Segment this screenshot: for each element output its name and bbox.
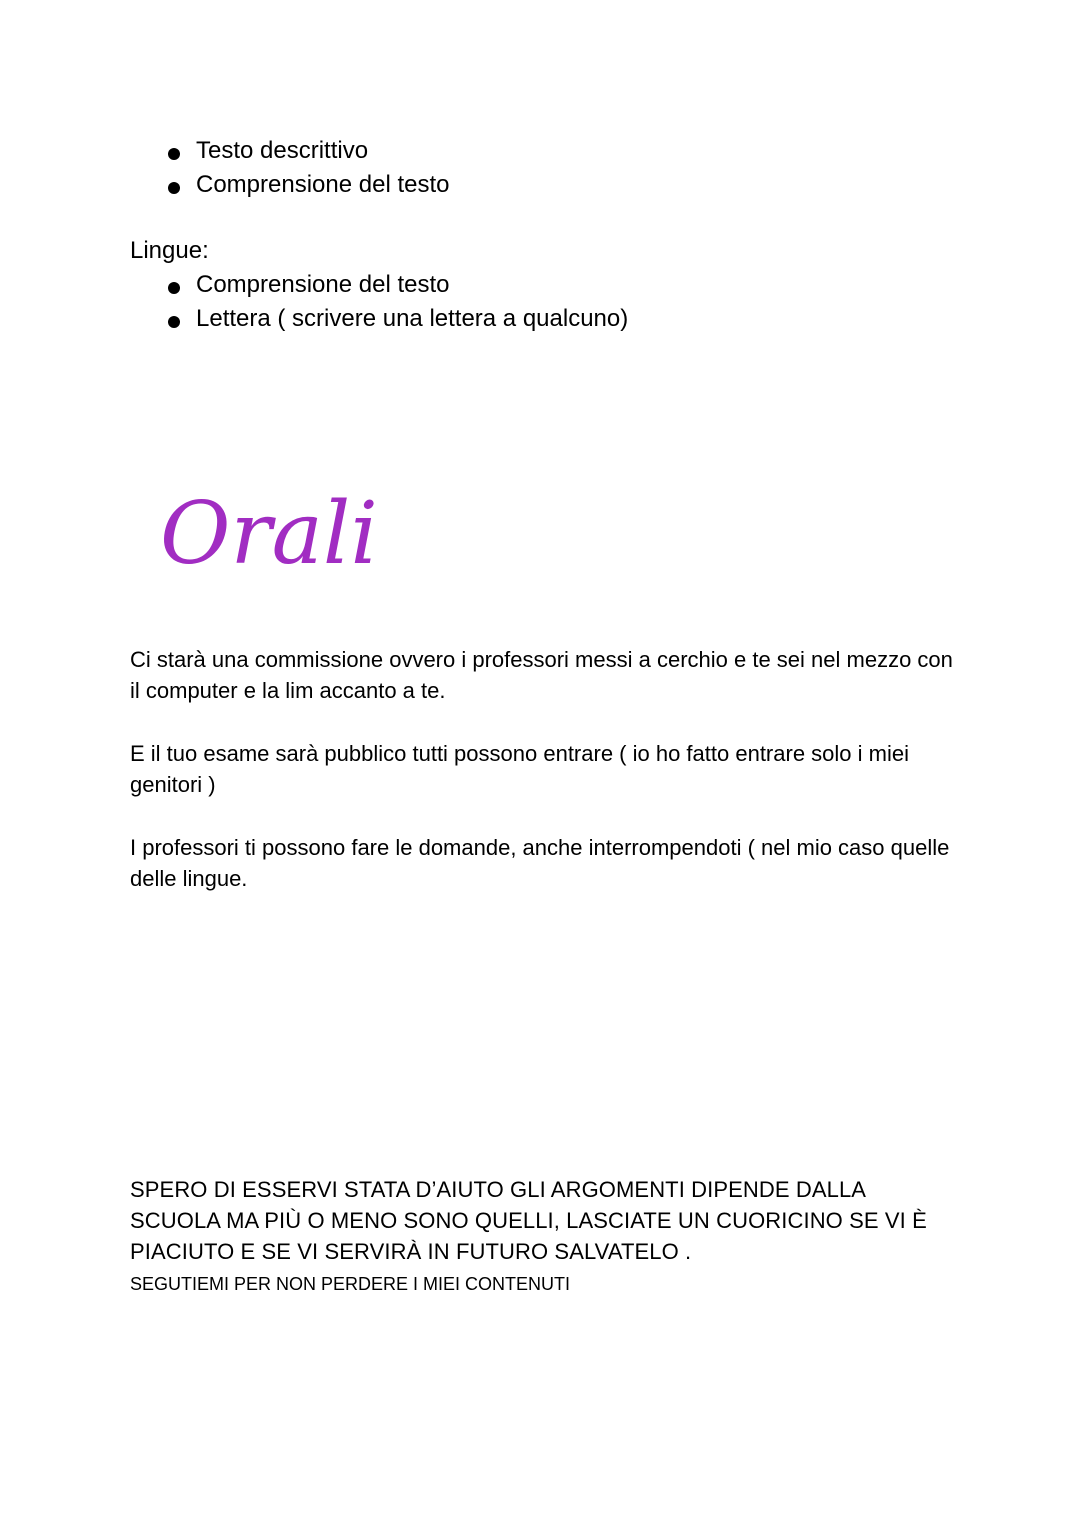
bullet-icon <box>168 182 180 194</box>
paragraph-pubblico <box>130 738 960 800</box>
list-item-text: Testo descrittivo <box>196 137 369 164</box>
lingue-section <box>130 234 950 336</box>
lingue-label: Lingue: <box>130 237 209 264</box>
paragraph-text: Ci starà una commissione ovvero i professori messi a cerchio e te sei nel mezzo con il computer e la lim accanto a te. <box>130 647 953 703</box>
lingue-bullet-list <box>130 268 950 336</box>
bullet-icon <box>168 148 180 160</box>
bullet-icon <box>168 282 180 294</box>
closing-message: SPERO DI ESSERVI STATA D’AIUTO GLI ARGOMENTI DIPENDE DALLA SCUOLA MA PIÙ O MENO SONO QUELLI, LASCIATE UN CUORICINO SE VI È PIACIUTO E SE VI SERVIRÀ IN FUTURO SALVATELO . <box>130 1177 927 1264</box>
list-item-text: Lettera ( scrivere una lettera a qualcuno) <box>196 305 629 332</box>
top-list-section <box>130 134 950 202</box>
list-item-text: Comprensione del testo <box>196 171 450 198</box>
top-bullet-list <box>130 134 950 202</box>
list-item <box>130 168 950 202</box>
closing-section <box>130 1174 960 1297</box>
list-item <box>130 268 950 302</box>
list-item <box>130 134 950 168</box>
list-item-text: Comprensione del testo <box>196 271 450 298</box>
paragraph-commissione <box>130 644 960 706</box>
paragraph-text: I professori ti possono fare le domande, anche interrompendoti ( nel mio caso quelle delle lingue. <box>130 835 950 891</box>
follow-message: SEGUTIEMI PER NON PERDERE I MIEI CONTENUTI <box>130 1274 571 1294</box>
orali-title: Orali <box>160 484 378 584</box>
orali-heading <box>150 445 410 585</box>
bullet-icon <box>168 316 180 328</box>
paragraph-text: E il tuo esame sarà pubblico tutti possono entrare ( io ho fatto entrare solo i miei genitori ) <box>130 741 909 797</box>
list-item <box>130 302 950 336</box>
paragraph-domande <box>130 832 960 894</box>
